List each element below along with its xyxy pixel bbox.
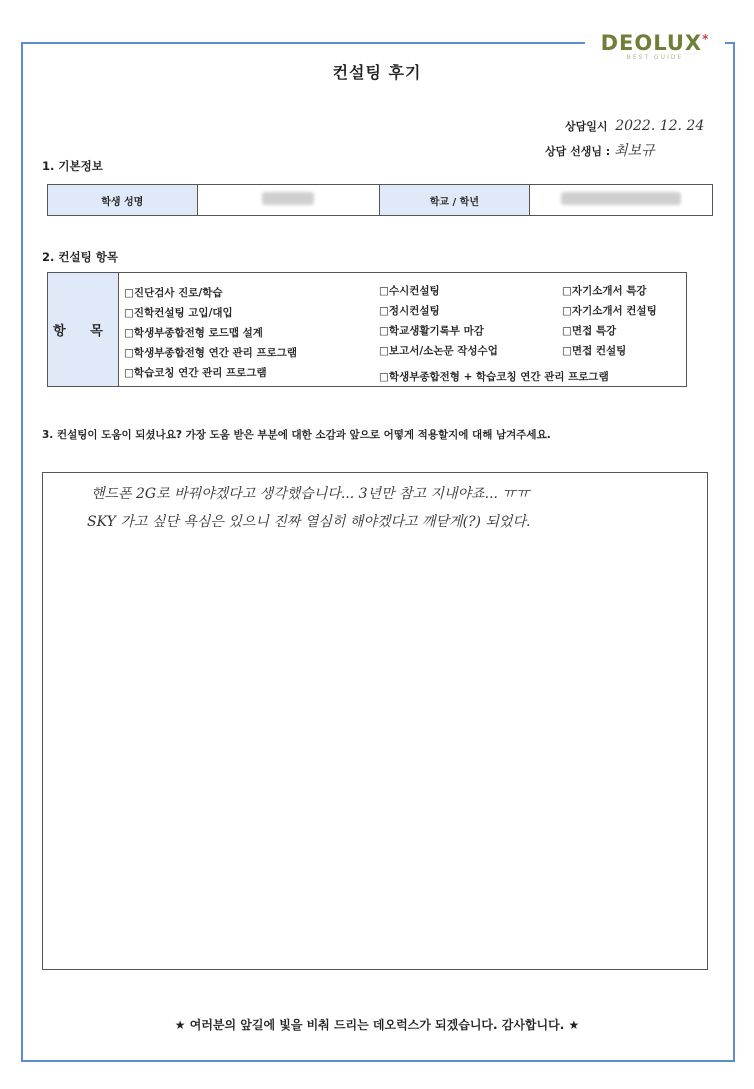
school-grade-value [529,185,712,216]
consult-teacher-label: 상담 선생님 : [545,145,611,158]
option-report-writing: □보고서/소논문 작성수업 [379,345,498,357]
option-interview-consulting: □면접 컨설팅 [562,345,627,357]
feedback-question: 3. 컨설팅이 도움이 되셨나요? 가장 도움 받은 부분에 대한 소감과 앞으로 어떻게 적용할지에 대해 남겨주세요. [42,429,551,441]
consult-teacher-value: 최보규 [614,143,655,159]
brand-star-icon: * [702,32,710,46]
option-roadmap: □학생부종합전형 로드맵 설계 [124,327,263,339]
option-diagnosis: □진단검사 진로/학습 [124,287,223,299]
option-school-record: □학교생활기록부 마감 [379,325,484,337]
page-title: 컨설팅 후기 [332,63,422,82]
redacted-school [561,192,681,205]
consult-date-value: 2022. 12. 24 [615,118,705,134]
school-grade-label: 학교 / 학년 [380,185,530,216]
section-basic-heading: 1. 기본정보 [42,159,103,173]
consult-date-label: 상담일시 [565,120,608,133]
option-interview-lecture: □면접 특강 [562,325,617,337]
option-study-coaching: □학습코칭 연간 관리 프로그램 [124,367,267,379]
brand-tagline: BEST GUIDE [626,54,684,61]
answer-line: SKY 가고 싶단 욕심은 있으니 진짜 열심히 해야겠다고 깨닫게(?) 되었다. [87,514,531,530]
consulting-items-table [47,272,687,387]
brand-name: DEOLUX [600,31,703,55]
closing-message: ★ 여러분의 앞길에 빛을 비춰 드리는 데오럭스가 되겠습니다. 감사합니다. ★ [174,1018,580,1032]
option-jeongsi: □정시컨설팅 [379,305,440,317]
option-annual-program: □학생부종합전형 연간 관리 프로그램 [124,347,298,359]
section-consulting-heading: 2. 컨설팅 항목 [42,250,118,264]
option-essay-lecture: □자기소개서 특강 [562,285,647,297]
option-susi: □수시컨설팅 [379,285,440,297]
answer-line: 핸드폰 2G로 바꿔야겠다고 생각했습니다... 3년만 참고 지내야죠... ㅠㅠ [91,486,530,502]
basic-info-table [47,184,713,216]
consult-teacher [545,140,655,160]
consult-date [565,118,704,134]
items-column-label: 항 목 [48,273,119,386]
option-combined-program: □학생부종합전형 + 학습코칭 연간 관리 프로그램 [379,371,609,383]
redacted-name [262,192,314,205]
feedback-answer-box [42,472,708,970]
student-name-label: 학생 성명 [48,185,198,216]
option-admission-consulting: □진학컨설팅 고입/대입 [124,307,233,319]
option-essay-consulting: □자기소개서 컨설팅 [562,305,657,317]
student-name-value [197,185,380,216]
